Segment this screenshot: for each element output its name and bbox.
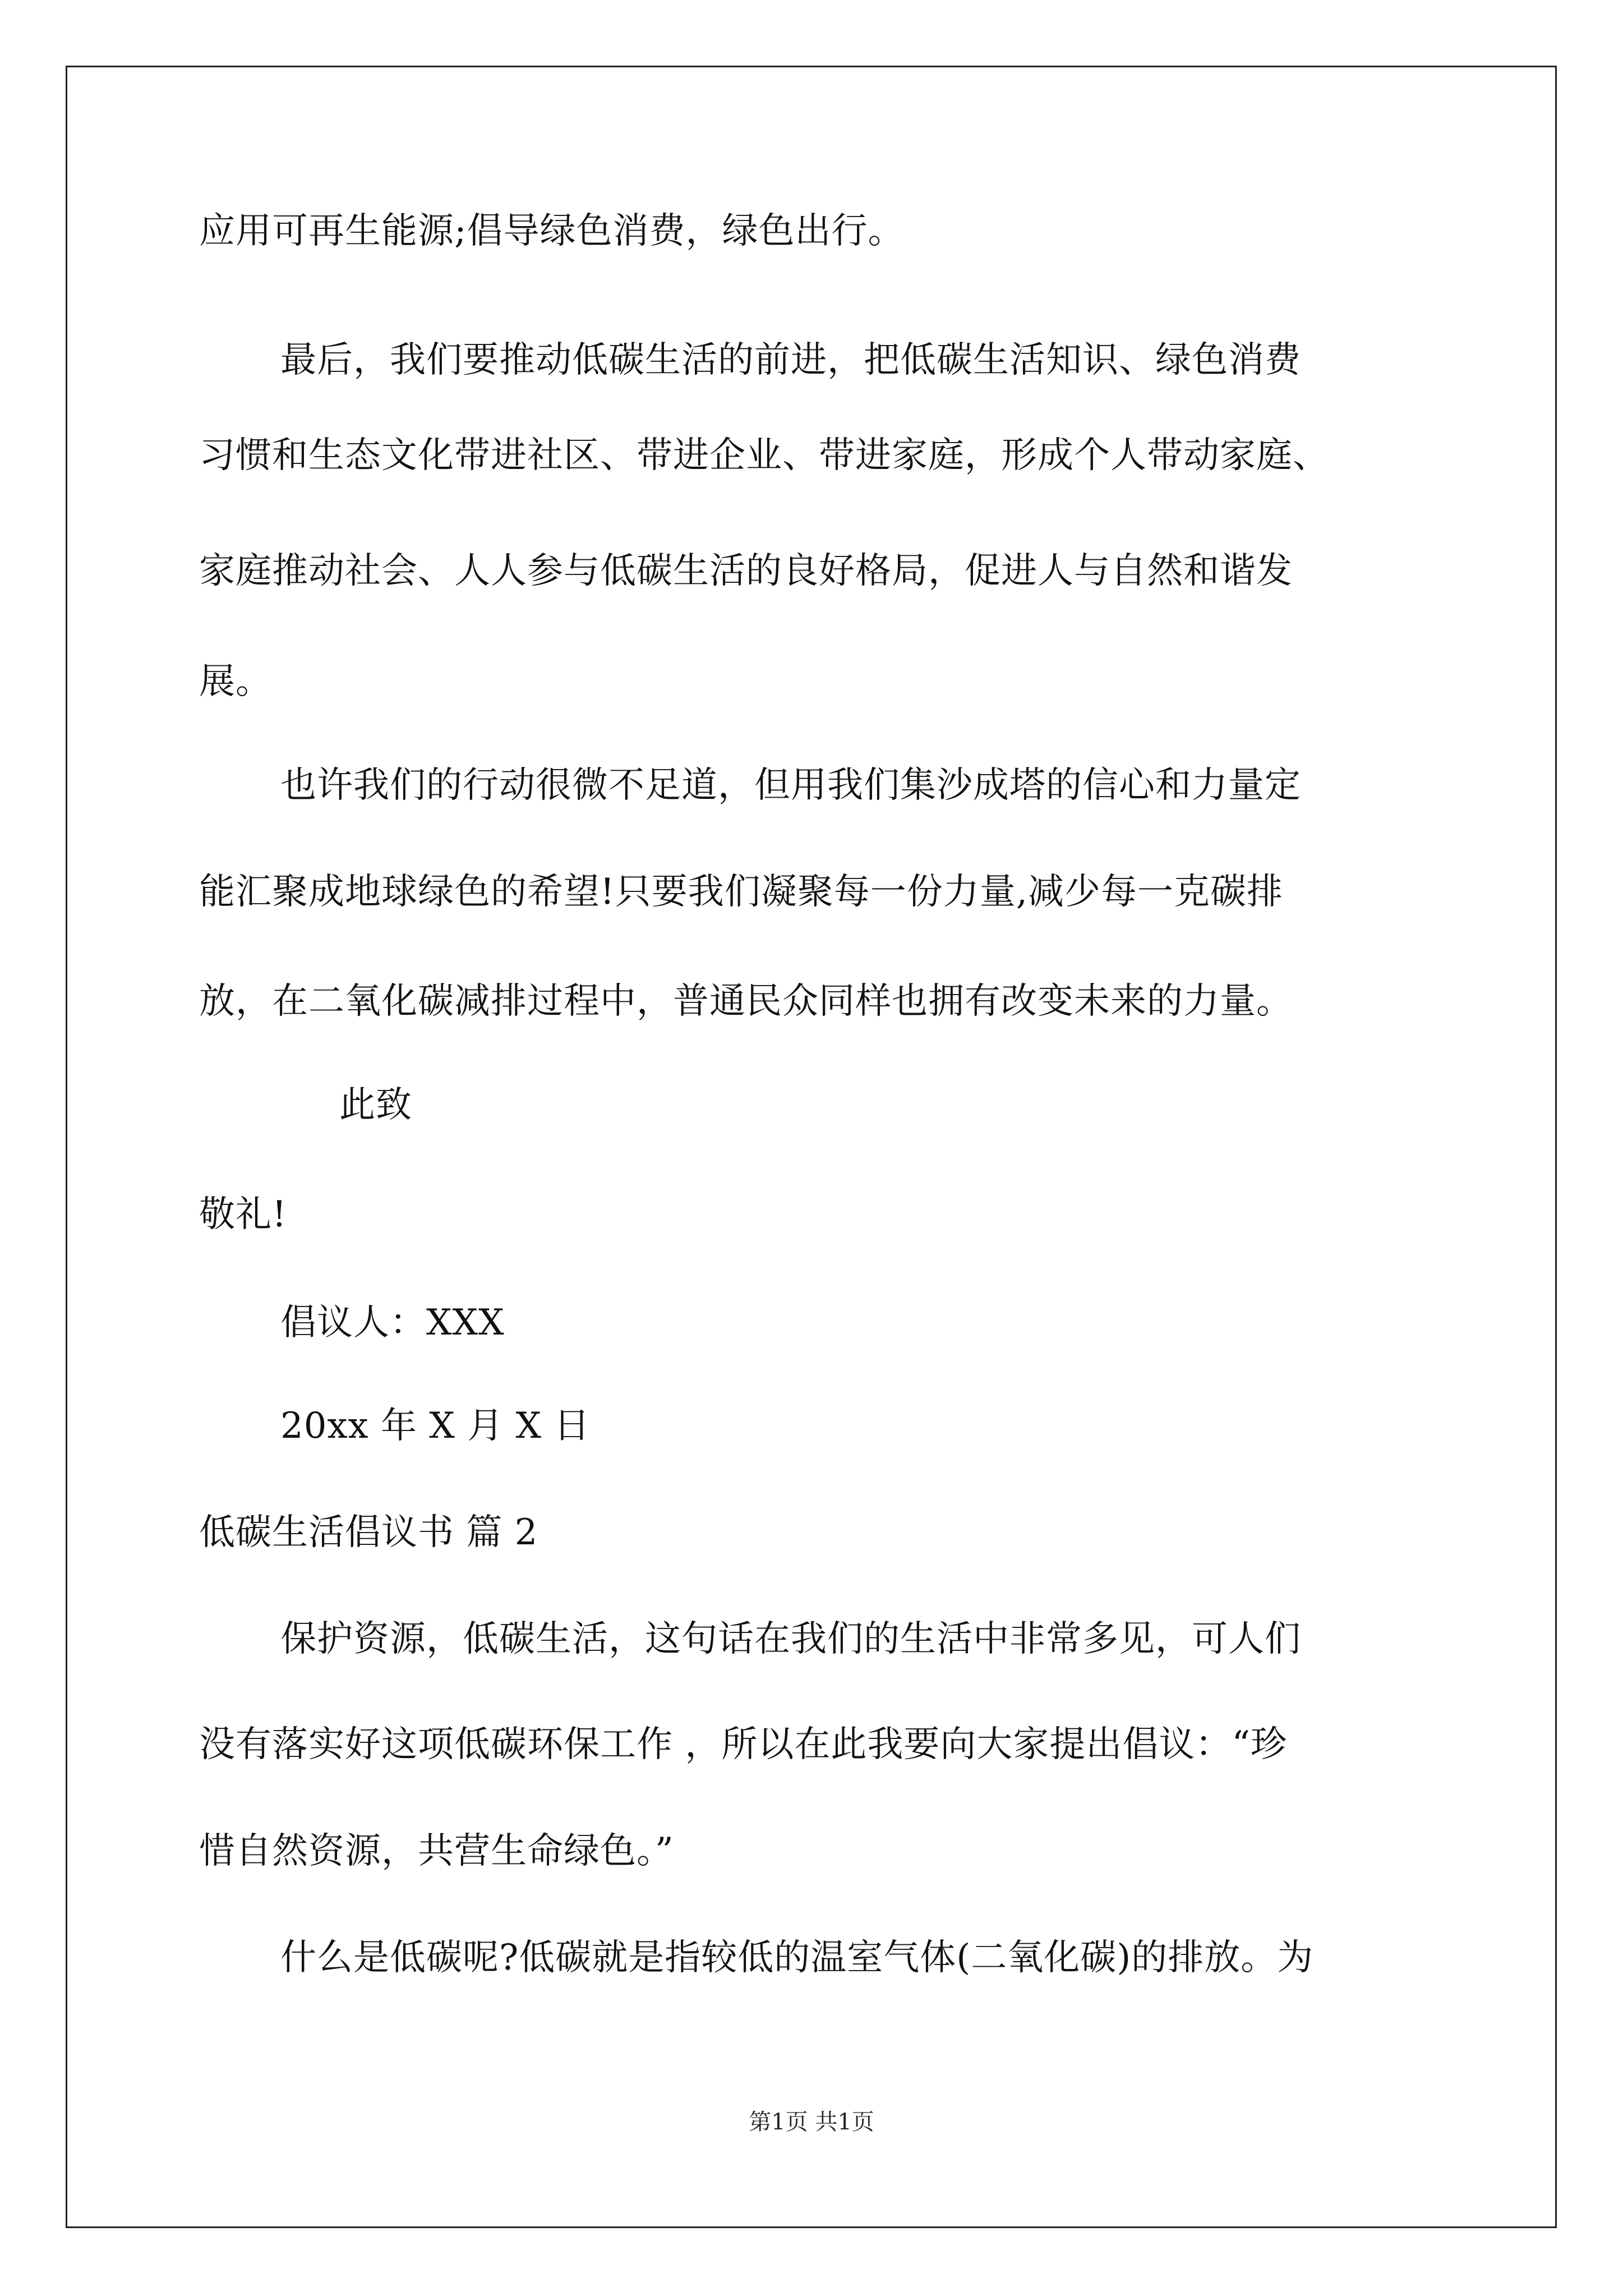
paragraph-line: 家庭推动社会、人人参与低碳生活的良好格局，促进人与自然和谐发 xyxy=(199,550,1293,592)
paragraph-line: 展。 xyxy=(199,661,272,702)
page-border xyxy=(66,66,1557,2228)
paragraph-line: 什么是低碳呢?低碳就是指较低的温室气体(二氧化碳)的排放。为 xyxy=(280,1937,1314,1978)
section-heading: 低碳生活倡议书 篇 2 xyxy=(199,1512,538,1553)
paragraph-line: 放，在二氧化碳减排过程中，普通民众同样也拥有改变未来的力量。 xyxy=(199,981,1293,1022)
paragraph-line: 没有落实好这项低碳环保工作 ，所以在此我要向大家提出倡议：“珍 xyxy=(199,1724,1288,1765)
paragraph-line: 保护资源，低碳生活，这句话在我们的生活中非常多见，可人们 xyxy=(280,1618,1301,1660)
page-footer: 第1页 共1页 xyxy=(749,2109,874,2135)
closing-regards: 敬礼! xyxy=(199,1194,287,1235)
paragraph-line: 能汇聚成地球绿色的希望!只要我们凝聚每一份力量,减少每一克碳排 xyxy=(199,871,1284,913)
paragraph-line: 习惯和生态文化带进社区、带进企业、带进家庭，形成个人带动家庭、 xyxy=(199,435,1329,476)
paragraph-line: 惜自然资源，共营生命绿色。” xyxy=(199,1830,674,1872)
date-line: 20xx 年 X 月 X 日 xyxy=(280,1405,591,1447)
paragraph-line: 应用可再生能源;倡导绿色消费，绿色出行。 xyxy=(199,210,905,252)
signer-line: 倡议人：XXX xyxy=(280,1302,505,1343)
paragraph-line: 也许我们的行动很微不足道，但用我们集沙成塔的信心和力量定 xyxy=(280,765,1301,806)
paragraph-line: 最后，我们要推动低碳生活的前进，把低碳生活知识、绿色消费 xyxy=(280,339,1301,381)
closing-salutation: 此致 xyxy=(339,1084,412,1126)
